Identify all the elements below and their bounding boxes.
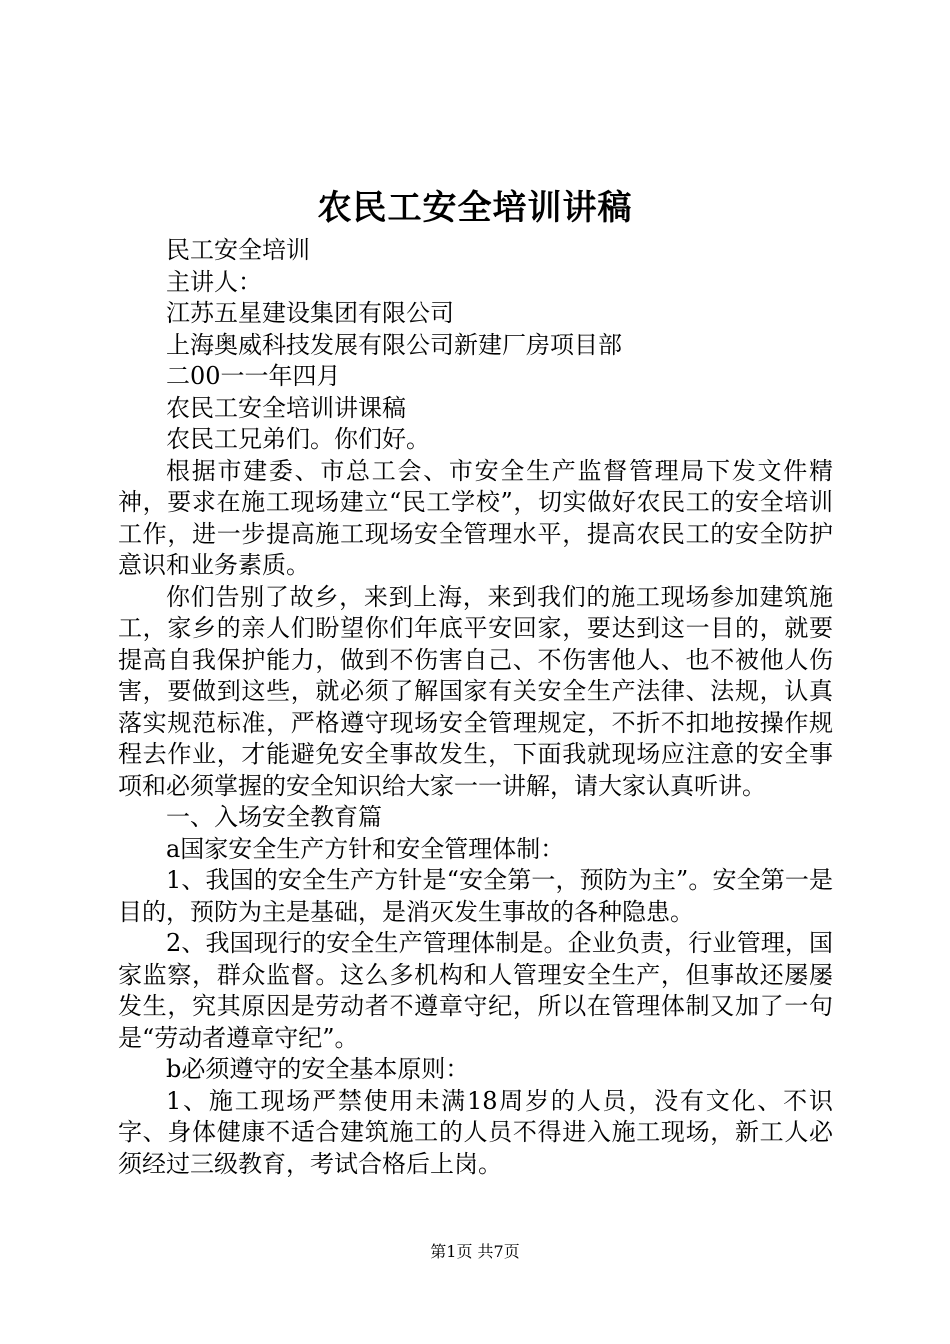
- paragraph: 民工安全培训: [166, 236, 310, 264]
- document-title: 农民工安全培训讲稿: [317, 188, 633, 228]
- paragraph: 农民工兄弟们。你们好。: [166, 425, 430, 453]
- paragraph: 你们告别了故乡，来到上海，来到我们的施工现场参加建筑施工，家乡的亲人们盼望你们年底平安回家，要达到这一目的，就要提高自我保护能力，做到不伤害自己、不伤害他人、也不被他人伤害，要做到这些，就必须了解国家有关安全生产法律、法规，认真落实规范标准，严格遵守现场安全管理规定，不折不扣地按操作规程去作业，才能避免安全事故发生，下面我就现场应注意的安全事项和必须掌握的安全知识给大家一一讲解，请大家认真听讲。: [118, 582, 833, 800]
- paragraph: 江苏五星建设集团有限公司: [166, 299, 454, 327]
- paragraph: 1、我国的安全生产方针是“安全第一，预防为主”。安全第一是目的，预防为主是基础，是消灭发生事故的各种隐患。: [118, 866, 833, 926]
- document-body: [118, 235, 833, 1180]
- paragraph: 根据市建委、市总工会、市安全生产监督管理局下发文件精神，要求在施工现场建立“民工学校”，切实做好农民工的安全培训工作，进一步提高施工现场安全管理水平，提高农民工的安全防护意识和业务素质。: [118, 456, 833, 579]
- paragraph: 农民工安全培训讲课稿: [166, 393, 406, 422]
- paragraph: 2、我国现行的安全生产管理体制是。企业负责，行业管理，国家监察，群众监督。这么多机构和人管理安全生产，但事故还屡屡发生，究其原因是劳动者不遵章守纪，所以在管理体制又加了一句是“劳动者遵章守纪”。: [118, 929, 833, 1052]
- subsection-heading: b必须遵守的安全基本原则：: [166, 1055, 470, 1083]
- paragraph: 二00一一年四月: [166, 362, 341, 390]
- paragraph: 1、施工现场严禁使用未满18周岁的人员，没有文化、不识字、身体健康不适合建筑施工的人员不得进入施工现场，新工人必须经过三级教育，考试合格后上岗。: [118, 1086, 833, 1178]
- subsection-heading: a国家安全生产方针和安全管理体制：: [166, 834, 565, 863]
- page-footer: 第1页 共7页: [430, 1242, 520, 1261]
- paragraph: 上海奥威科技发展有限公司新建厂房项目部: [166, 330, 622, 359]
- paragraph: 主讲人：: [166, 267, 262, 296]
- section-heading: 一、入场安全教育篇: [166, 803, 382, 831]
